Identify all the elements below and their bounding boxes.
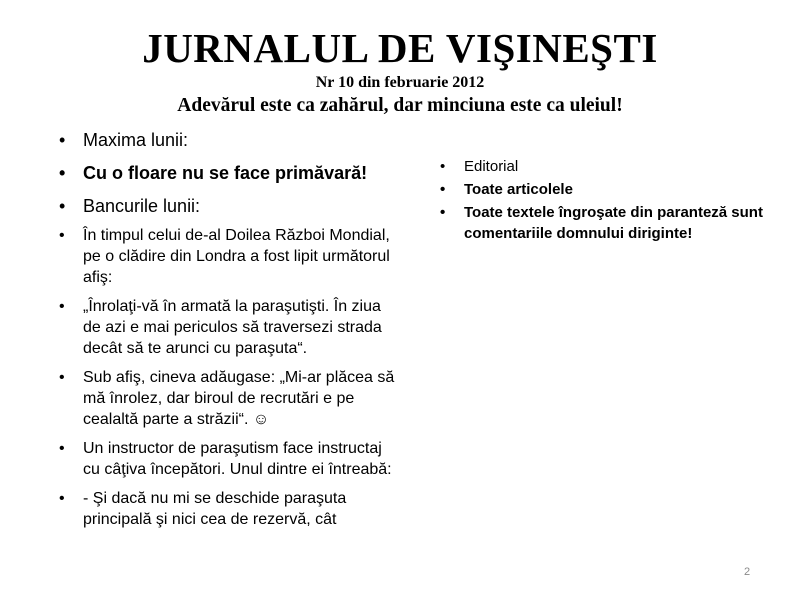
list-item-joke-3: • Sub afiş, cineva adăugase: „Mi-ar plăcea să mă înrolez, dar biroul de recrutări e pe cealaltă parte a străzii“. ☺	[83, 367, 401, 430]
right-column-list	[464, 156, 784, 246]
list-item-joke-2: • „Înrolaţi-vă în armată la paraşutişti. În ziua de azi e mai periculos să traversezi strada decât să te arunci cu paraşuta“.	[83, 296, 401, 359]
list-item-maxima-heading: • Maxima lunii:	[83, 126, 401, 155]
left-column-list	[83, 126, 401, 538]
page-number: 2	[744, 566, 751, 578]
list-item-bold-note: • Toate textele îngroşate din paranteză sunt comentariile domnului diriginte!	[464, 202, 784, 244]
list-item-all-articles: • Toate articolele	[464, 179, 784, 200]
list-item-maxima-text: • Cu o floare nu se face primăvară!	[83, 159, 401, 188]
list-item-joke-4: • Un instructor de paraşutism face instructaj cu câţiva începători. Unul dintre ei întreabă:	[83, 438, 401, 480]
newspaper-title: JURNALUL DE VIŞINEŞTI	[142, 25, 658, 71]
motto: Adevărul este ca zahărul, dar minciuna este ca uleiul!	[177, 95, 623, 116]
list-item-editorial: • Editorial	[464, 156, 784, 177]
list-item-joke-1: • În timpul celui de-al Doilea Război Mondial, pe o clădire din Londra a fost lipit următorul afiş:	[83, 225, 401, 288]
list-item-joke-5: • - Şi dacă nu mi se deschide paraşuta principală şi nici cea de rezervă, cât	[83, 488, 401, 530]
list-item-jokes-heading: • Bancurile lunii:	[83, 192, 401, 221]
issue-number: Nr 10 din februarie 2012	[315, 74, 485, 91]
